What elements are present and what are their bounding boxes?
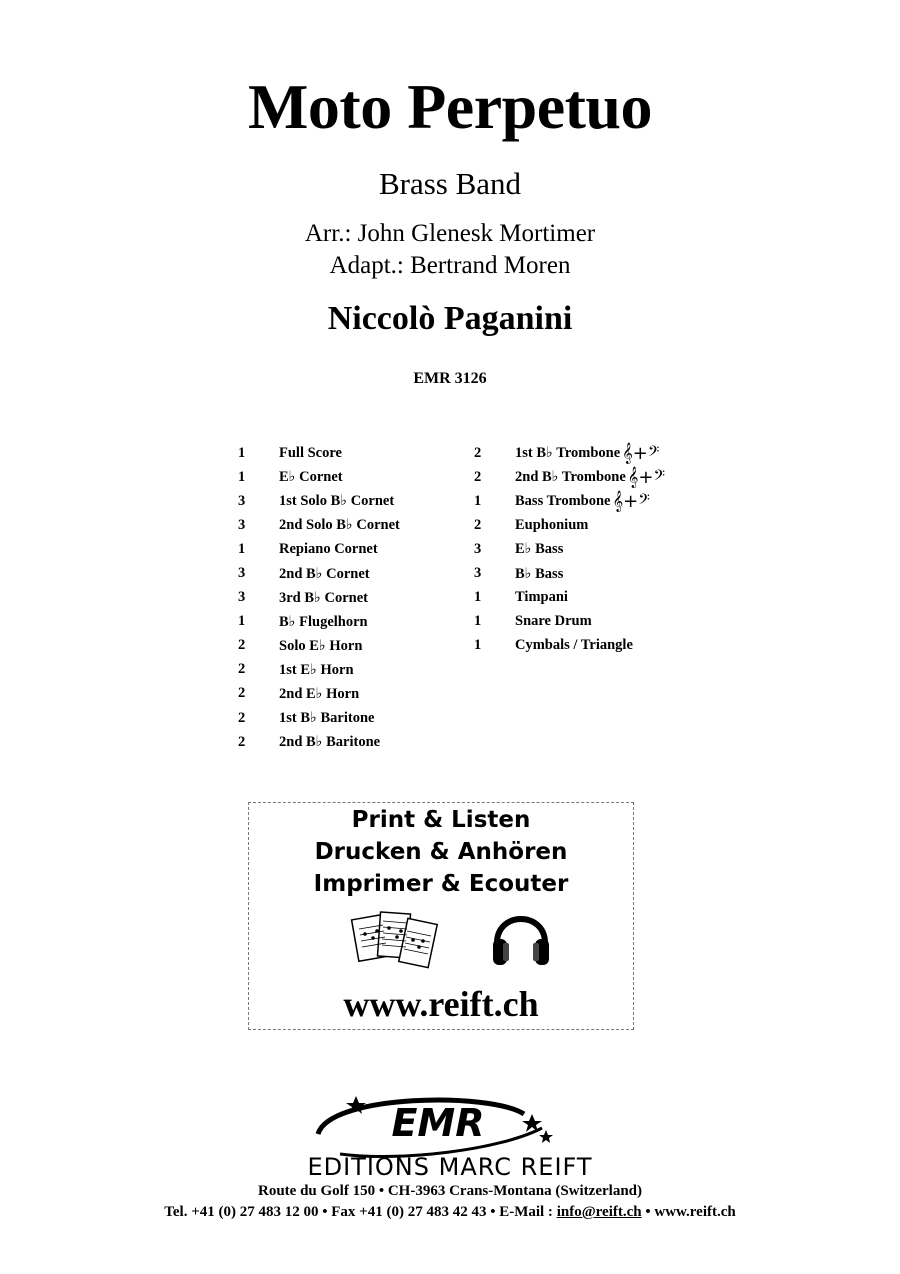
- part-row: [474, 586, 665, 610]
- part-quantity: 3: [238, 589, 246, 606]
- print-listen-box: [248, 802, 634, 1030]
- part-row: [238, 706, 400, 730]
- part-row: [238, 441, 400, 465]
- adapter-credit: Adapt.: Bertrand Moren: [329, 252, 571, 279]
- part-name: 1st E♭ Horn: [279, 661, 354, 678]
- part-row: [474, 465, 665, 489]
- part-name: B♭ Bass: [515, 565, 564, 582]
- part-quantity: 1: [238, 444, 246, 461]
- promo-url[interactable]: www.reift.ch: [343, 984, 539, 1024]
- contact-phone-fax: Tel. +41 (0) 27 483 12 00 • Fax +41 (0) 27 483 42 43 • E-Mail :: [164, 1204, 557, 1220]
- part-name: 2nd B♭ Trombone: [515, 469, 626, 486]
- part-name: E♭ Cornet: [279, 469, 343, 486]
- part-quantity: 1: [238, 540, 246, 557]
- ensemble-subtitle: Brass Band: [378, 166, 522, 201]
- part-quantity: 1: [474, 589, 482, 606]
- parts-list-left: [238, 441, 400, 754]
- part-row: [474, 489, 665, 513]
- publisher-address: Route du Golf 150 • CH-3963 Crans-Montana (Switzerland): [258, 1183, 642, 1199]
- part-row: [474, 610, 665, 634]
- part-name: 2nd E♭ Horn: [279, 685, 360, 702]
- parts-list-right: [474, 441, 665, 658]
- part-row: [238, 634, 400, 658]
- page-title: Moto Perpetuo: [247, 71, 653, 142]
- part-quantity: 1: [474, 492, 482, 509]
- part-quantity: 2: [238, 685, 246, 702]
- clef-icon: 𝄞+𝄢: [622, 442, 660, 464]
- part-row: [238, 682, 400, 706]
- part-quantity: 1: [238, 613, 246, 630]
- part-name: Timpani: [515, 589, 568, 606]
- part-quantity: 2: [238, 637, 246, 654]
- part-row: [238, 465, 400, 489]
- composer-name: Niccolò Paganini: [327, 300, 573, 337]
- part-row: [238, 537, 400, 561]
- part-quantity: 3: [238, 516, 246, 533]
- part-quantity: 2: [474, 468, 482, 485]
- part-row: [474, 537, 665, 561]
- part-name: Solo E♭ Horn: [279, 637, 363, 654]
- logo-text: EMR: [391, 1101, 485, 1145]
- part-row: [474, 441, 665, 465]
- clef-icon: 𝄞+𝄢: [612, 490, 650, 512]
- part-quantity: 1: [238, 468, 246, 485]
- part-quantity: 1: [474, 637, 482, 654]
- part-row: [238, 610, 400, 634]
- part-row: [238, 513, 400, 537]
- promo-line-english: Print & Listen: [351, 807, 531, 833]
- part-row: [238, 586, 400, 610]
- part-quantity: 2: [238, 709, 246, 726]
- part-name: Euphonium: [515, 516, 589, 533]
- part-name: 1st B♭ Baritone: [279, 710, 375, 727]
- part-name: Full Score: [279, 444, 342, 461]
- part-quantity: 3: [474, 540, 482, 557]
- contact-email[interactable]: info@reift.ch: [556, 1204, 642, 1220]
- promo-line-french: Imprimer & Ecouter: [313, 871, 569, 897]
- part-quantity: 3: [238, 565, 246, 582]
- part-name: 2nd B♭ Baritone: [279, 734, 381, 751]
- contact-website: • www.reift.ch: [641, 1204, 736, 1220]
- part-name: 1st Solo B♭ Cornet: [279, 493, 395, 510]
- headphones-icon: [489, 901, 553, 973]
- catalog-number: EMR 3126: [413, 370, 487, 387]
- part-name: 3rd B♭ Cornet: [279, 589, 368, 606]
- part-quantity: 1: [474, 613, 482, 630]
- part-name: B♭ Flugelhorn: [279, 613, 368, 630]
- publisher-name: EDITIONS MARC REIFT: [307, 1153, 593, 1181]
- part-row: [238, 730, 400, 754]
- part-name: Repiano Cornet: [279, 540, 378, 557]
- part-quantity: 2: [474, 516, 482, 533]
- part-quantity: 2: [238, 661, 246, 678]
- part-row: [474, 561, 665, 585]
- part-row: [474, 513, 665, 537]
- part-quantity: 2: [474, 444, 482, 461]
- part-row: [238, 658, 400, 682]
- arranger-credit: Arr.: John Glenesk Mortimer: [304, 220, 596, 247]
- part-name: 2nd B♭ Cornet: [279, 565, 370, 582]
- emr-logo: [310, 1090, 560, 1162]
- part-row: [238, 489, 400, 513]
- part-name: Snare Drum: [515, 613, 592, 630]
- part-quantity: 2: [238, 733, 246, 750]
- publisher-contact: [0, 1204, 900, 1221]
- clef-icon: 𝄞+𝄢: [627, 466, 666, 488]
- sheet-music-icon: [349, 907, 441, 979]
- part-quantity: 3: [474, 565, 482, 582]
- part-name: Bass Trombone: [515, 492, 611, 509]
- promo-line-german: Drucken & Anhören: [314, 839, 568, 865]
- part-name: 1st B♭ Trombone: [515, 445, 621, 462]
- part-row: [238, 561, 400, 585]
- part-name: 2nd Solo B♭ Cornet: [279, 517, 400, 534]
- part-row: [474, 634, 665, 658]
- part-name: Cymbals / Triangle: [515, 637, 633, 654]
- part-quantity: 3: [238, 492, 246, 509]
- part-name: E♭ Bass: [515, 541, 564, 558]
